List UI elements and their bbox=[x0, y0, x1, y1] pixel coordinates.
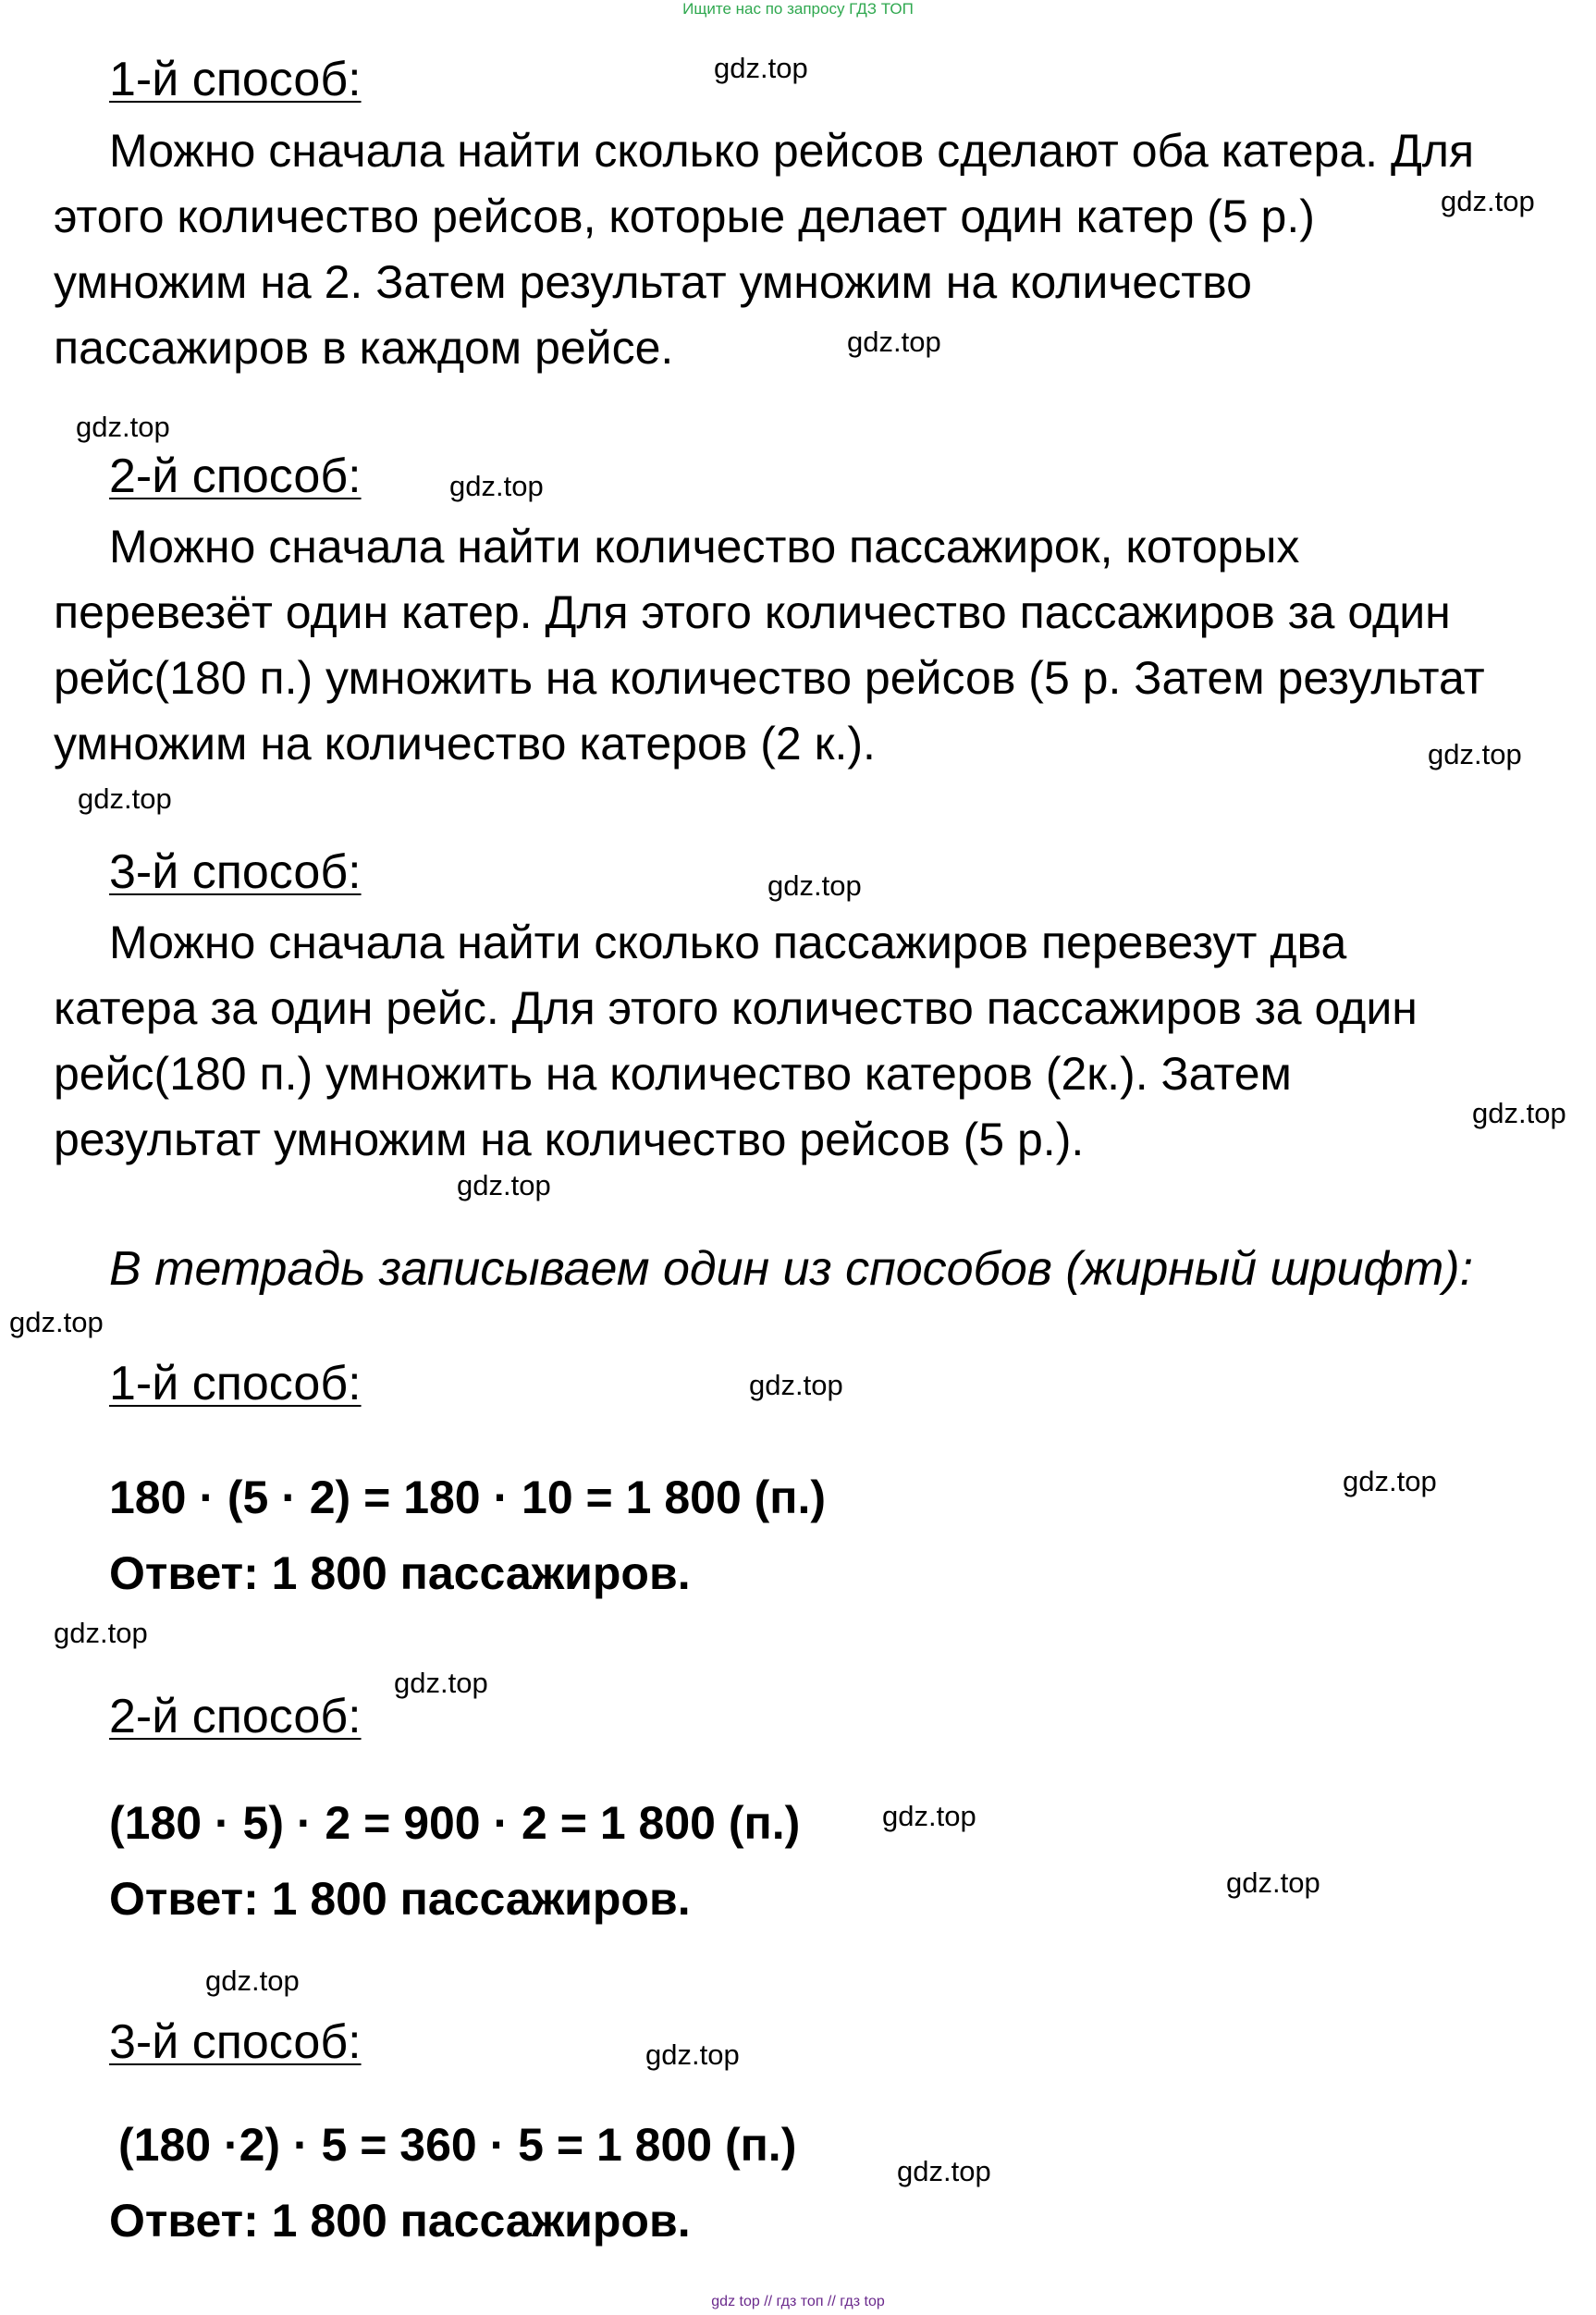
method-2-line-1: Можно сначала найти количество пассажирок, которых bbox=[109, 521, 1300, 573]
watermark: gdz.top bbox=[1343, 1465, 1437, 1497]
watermark: gdz.top bbox=[714, 52, 808, 84]
solution-3-heading: 3-й способ: bbox=[109, 2015, 362, 2069]
method-2-line-4: умножим на количество катеров (2 к.). bbox=[54, 718, 876, 770]
watermark: gdz.top bbox=[767, 869, 862, 902]
solution-1-heading: 1-й способ: bbox=[109, 1357, 362, 1410]
watermark: gdz.top bbox=[897, 2155, 991, 2187]
solution-1-answer: Ответ: 1 800 пассажиров. bbox=[109, 1547, 691, 1599]
method-1-line-4: пассажиров в каждом рейсе. bbox=[54, 322, 674, 374]
method-3-line-1: Можно сначала найти сколько пассажиров перевезут два bbox=[109, 917, 1347, 968]
watermark: gdz.top bbox=[645, 2038, 740, 2071]
solution-1-formula: 180 · (5 · 2) = 180 · 10 = 1 800 (п.) bbox=[109, 1472, 827, 1523]
watermark: gdz.top bbox=[1226, 1866, 1320, 1899]
method-3-line-3: рейс(180 п.) умножить на количество катеров (2к.). Затем bbox=[54, 1048, 1292, 1100]
watermark: gdz.top bbox=[76, 411, 170, 443]
watermark: gdz.top bbox=[882, 1800, 976, 1832]
method-2-text bbox=[54, 514, 1485, 777]
method-3-line-2: катера за один рейс. Для этого количество пассажиров за один bbox=[54, 982, 1418, 1034]
top-banner: Ищите нас по запросу ГДЗ ТОП bbox=[682, 0, 914, 18]
watermark: gdz.top bbox=[78, 782, 172, 815]
solution-3-answer: Ответ: 1 800 пассажиров. bbox=[109, 2195, 691, 2247]
watermark: gdz.top bbox=[205, 1964, 300, 1997]
watermark: gdz.top bbox=[394, 1667, 488, 1699]
watermark: gdz.top bbox=[457, 1169, 551, 1201]
method-1-text bbox=[54, 118, 1474, 381]
solution-2-formula: (180 · 5) · 2 = 900 · 2 = 1 800 (п.) bbox=[109, 1797, 801, 1849]
watermark: gdz.top bbox=[449, 470, 544, 502]
method-3-text bbox=[54, 910, 1418, 1173]
method-3-heading: 3-й способ: bbox=[109, 845, 362, 899]
method-1-line-3: умножим на 2. Затем результат умножим на количество bbox=[54, 256, 1252, 308]
method-1-line-2: этого количество рейсов, которые делает один катер (5 р.) bbox=[54, 191, 1315, 242]
watermark: gdz.top bbox=[9, 1306, 104, 1338]
watermark: gdz.top bbox=[1441, 185, 1535, 217]
method-2-line-2: перевезёт один катер. Для этого количество пассажиров за один bbox=[54, 586, 1451, 638]
method-2-heading: 2-й способ: bbox=[109, 449, 362, 503]
method-1-line-1: Можно сначала найти сколько рейсов сделают оба катера. Для bbox=[109, 125, 1475, 177]
watermark: gdz.top bbox=[749, 1369, 843, 1401]
method-3-line-4: результат умножим на количество рейсов (5 р.). bbox=[54, 1114, 1085, 1165]
solution-3-formula: (180 ·2) · 5 = 360 · 5 = 1 800 (п.) bbox=[118, 2119, 797, 2171]
method-1-heading: 1-й способ: bbox=[109, 53, 362, 106]
watermark: gdz.top bbox=[847, 326, 941, 358]
solution-2-answer: Ответ: 1 800 пассажиров. bbox=[109, 1873, 691, 1925]
watermark: gdz.top bbox=[1428, 738, 1522, 770]
solution-2-heading: 2-й способ: bbox=[109, 1690, 362, 1743]
notebook-intro: В тетрадь записываем один из способов (жирный шрифт): bbox=[109, 1242, 1474, 1296]
watermark: gdz.top bbox=[54, 1617, 148, 1649]
bottom-banner: gdz top // гдз топ // гдз top bbox=[711, 2294, 885, 2309]
method-2-line-3: рейс(180 п.) умножить на количество рейсов (5 р. Затем результат bbox=[54, 652, 1485, 704]
watermark: gdz.top bbox=[1472, 1097, 1566, 1129]
